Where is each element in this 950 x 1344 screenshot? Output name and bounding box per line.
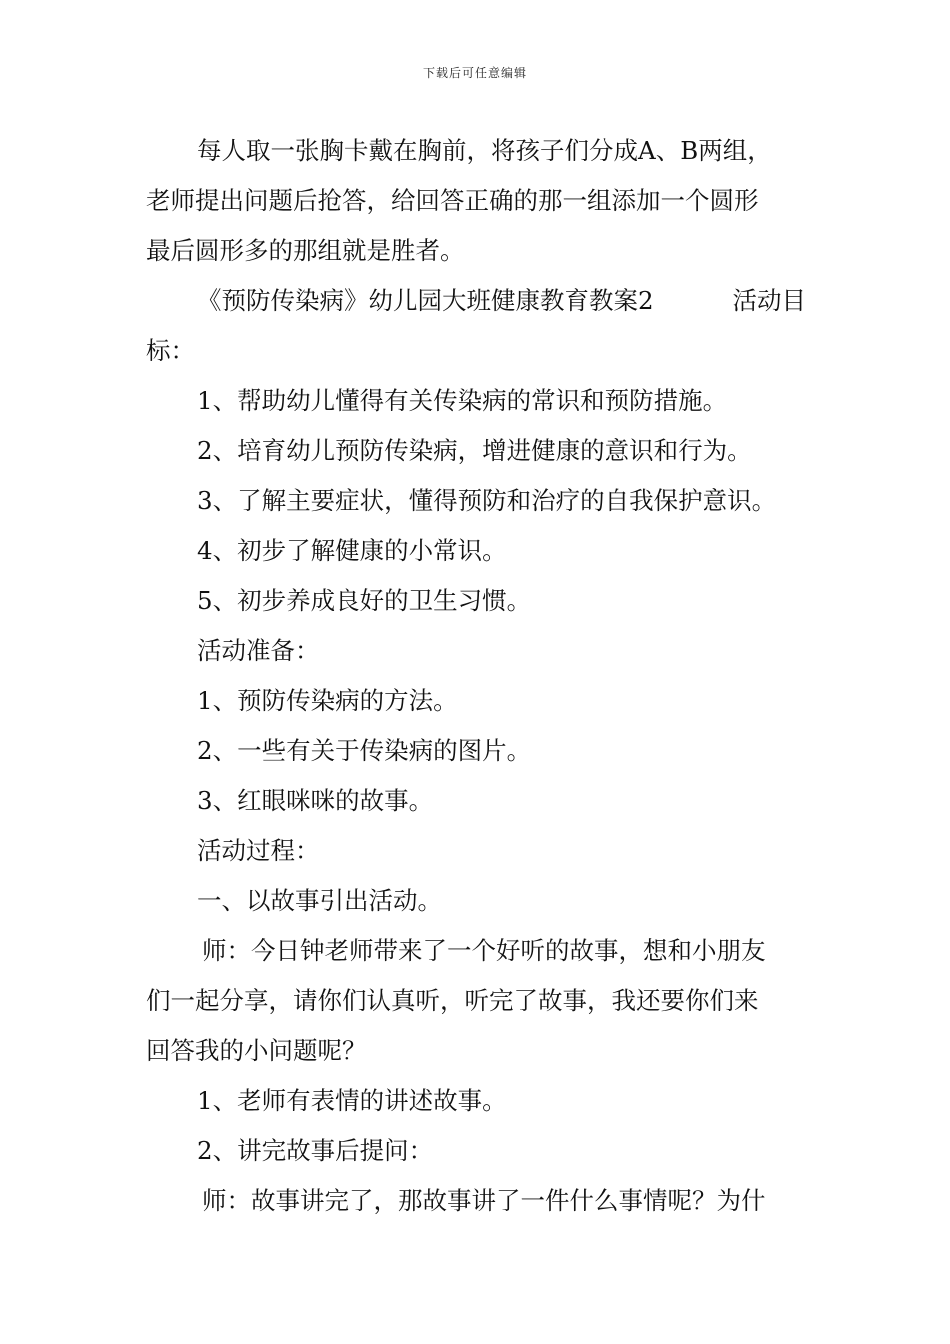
list-item: 1、预防传染病的方法。 [197, 686, 458, 715]
list-item: 3、了解主要症状，懂得预防和治疗的自我保护意识。 [197, 486, 777, 515]
paragraph-line: 回答我的小问题呢？ [146, 1036, 367, 1065]
list-item: 一、以故事引出活动。 [197, 886, 442, 915]
paragraph-line: 最后圆形多的那组就是胜者。 [146, 236, 465, 265]
section-heading: 活动过程： [197, 836, 320, 865]
paragraph-line: 标： [146, 336, 195, 365]
list-item: 3、红眼咪咪的故事。 [197, 786, 434, 815]
paragraph-line: 们一起分享，请你们认真听，听完了故事，我还要你们来 [146, 986, 759, 1015]
list-item: 2、培育幼儿预防传染病，增进健康的意识和行为。 [197, 436, 752, 465]
paragraph-line: 师：今日钟老师带来了一个好听的故事，想和小朋友 [202, 936, 766, 965]
lesson-title-line [146, 276, 806, 326]
paragraph-line: 每人取一张胸卡戴在胸前，将孩子们分成A、B两组， [197, 136, 772, 165]
list-item: 5、初步养成良好的卫生习惯。 [197, 586, 532, 615]
list-item: 1、帮助幼儿懂得有关传染病的常识和预防措施。 [197, 386, 728, 415]
list-item: 1、老师有表情的讲述故事。 [197, 1086, 507, 1115]
list-item: 4、初步了解健康的小常识。 [197, 536, 507, 565]
paragraph-line: 老师提出问题后抢答，给回答正确的那一组添加一个圆形 [146, 186, 759, 215]
list-item: 2、一些有关于传染病的图片。 [197, 736, 532, 765]
paragraph-line: 师：故事讲完了，那故事讲了一件什么事情呢？为什 [202, 1186, 766, 1215]
section-heading-start: 活动目 [732, 286, 806, 315]
page-header: 下载后可任意编辑 [422, 66, 527, 80]
document-body [146, 126, 806, 1226]
list-item: 2、讲完故事后提问： [197, 1136, 434, 1165]
lesson-title: 《预防传染病》幼儿园大班健康教育教案2 [197, 286, 654, 315]
section-heading: 活动准备： [197, 636, 320, 665]
